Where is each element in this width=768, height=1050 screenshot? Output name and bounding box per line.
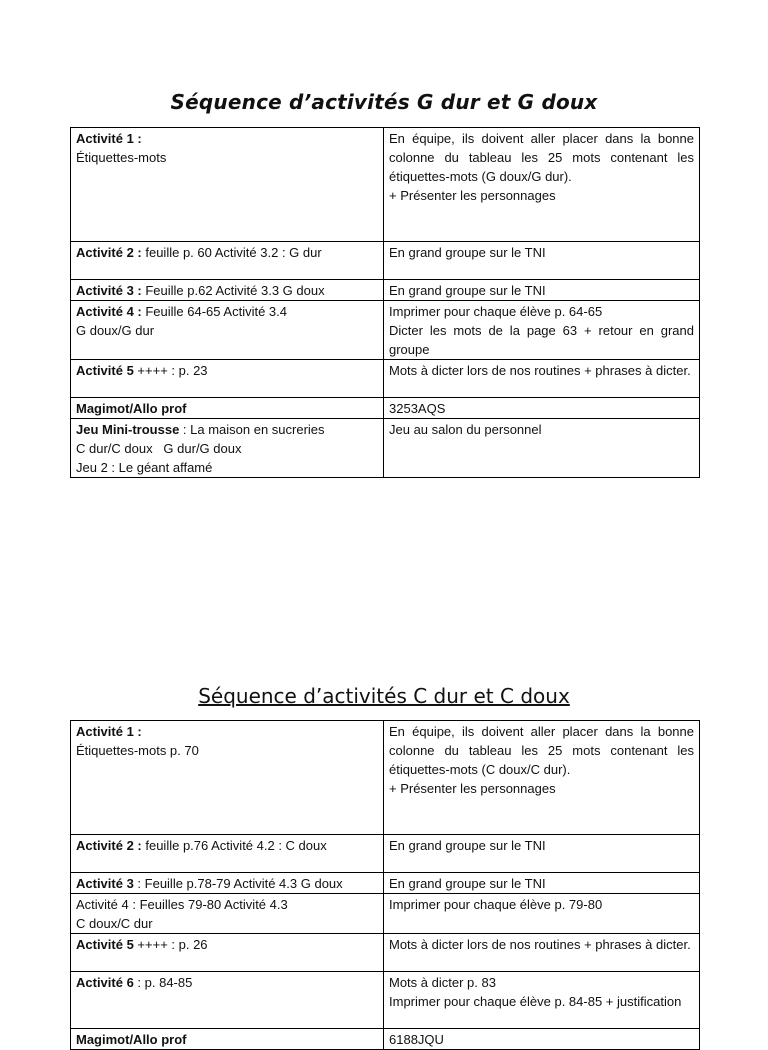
- activity-line: [76, 281, 378, 300]
- instruction-text: Jeu au salon du personnel: [389, 422, 542, 437]
- instruction-text: Mots à dicter p. 83: [389, 975, 496, 990]
- activity-line: [76, 973, 378, 992]
- instruction-cell: [384, 242, 700, 280]
- activity-line: [76, 935, 378, 954]
- table-row: [71, 128, 700, 242]
- activity-cell: [71, 128, 384, 242]
- activity-cell: [71, 398, 384, 419]
- instruction-cell: [384, 972, 700, 1029]
- activity-label: Jeu Mini-trousse: [76, 422, 180, 437]
- instruction-cell: [384, 1029, 700, 1050]
- instruction-text: En grand groupe sur le TNI: [389, 283, 546, 298]
- activity-line: [76, 1030, 378, 1049]
- instruction-cell: [384, 360, 700, 398]
- activity-line: [76, 302, 378, 321]
- instruction-text: Imprimer pour chaque élève p. 64-65: [389, 304, 603, 319]
- activity-line: [76, 914, 378, 933]
- table-row: [71, 360, 700, 398]
- instruction-cell: [384, 128, 700, 242]
- table-row: [71, 280, 700, 301]
- activity-table-c: [70, 720, 700, 1050]
- instruction-text: En grand groupe sur le TNI: [389, 838, 546, 853]
- section-title-c: Séquence d’activités C dur et C doux: [198, 684, 570, 708]
- activity-line: [76, 129, 378, 148]
- activity-label: Activité 1 :: [76, 131, 142, 146]
- table-row: [71, 419, 700, 478]
- activity-label: Activité 4 :: [76, 304, 142, 319]
- instruction-cell: [384, 280, 700, 301]
- instruction-text: Imprimer pour chaque élève p. 84-85 + justification: [389, 994, 682, 1009]
- instruction-text: Dicter les mots de la page 63 + retour en grand groupe: [389, 323, 694, 357]
- activity-text: Activité 4 : Feuilles 79-80 Activité 4.3: [76, 897, 288, 912]
- activity-label: Activité 2 :: [76, 838, 142, 853]
- table-row: [71, 242, 700, 280]
- instruction-text: En grand groupe sur le TNI: [389, 245, 546, 260]
- table-row: [71, 873, 700, 894]
- activity-line: [76, 439, 378, 458]
- activity-line: [76, 741, 378, 760]
- activity-text: Étiquettes-mots: [76, 150, 167, 165]
- activity-text: C dur/C doux G dur/G doux: [76, 441, 242, 456]
- activity-text: Étiquettes-mots p. 70: [76, 743, 199, 758]
- activity-cell: [71, 972, 384, 1029]
- activity-label: Activité 2 :: [76, 245, 142, 260]
- activity-line: [76, 836, 378, 855]
- table-row: [71, 301, 700, 360]
- instruction-cell: [384, 835, 700, 873]
- instruction-cell: [384, 894, 700, 934]
- activity-label: Activité 1 :: [76, 724, 142, 739]
- activity-text: ++++ : p. 23: [133, 363, 208, 378]
- instruction-text: + Présenter les personnages: [389, 188, 556, 203]
- activity-line: [76, 321, 378, 340]
- activity-line: [76, 458, 378, 477]
- section-title-g: Séquence d’activités G dur et G doux: [170, 90, 598, 114]
- instruction-cell: [384, 398, 700, 419]
- instruction-cell: [384, 934, 700, 972]
- instruction-cell: [384, 419, 700, 478]
- instruction-text: Mots à dicter lors de nos routines + phrases à dicter.: [389, 363, 691, 378]
- activity-line: [76, 361, 378, 380]
- activity-label: Activité 3 :: [76, 283, 142, 298]
- activity-label: Activité 5: [76, 363, 134, 378]
- table-row: [71, 1029, 700, 1050]
- activity-cell: [71, 1029, 384, 1050]
- instruction-cell: [384, 301, 700, 360]
- activity-line: [76, 148, 378, 167]
- instruction-text: En grand groupe sur le TNI: [389, 876, 546, 891]
- activity-cell: [71, 301, 384, 360]
- activity-table-g: [70, 127, 700, 478]
- activity-text: : La maison en sucreries: [179, 422, 325, 437]
- activity-text: Feuille p.62 Activité 3.3 G doux: [141, 283, 325, 298]
- instruction-text: Imprimer pour chaque élève p. 79-80: [389, 897, 603, 912]
- activity-text: : Feuille p.78-79 Activité 4.3 G doux: [133, 876, 343, 891]
- activity-cell: [71, 934, 384, 972]
- activity-line: [76, 895, 378, 914]
- instruction-text: 3253AQS: [389, 401, 446, 416]
- table-row: [71, 398, 700, 419]
- table-row: [71, 835, 700, 873]
- table-row: [71, 894, 700, 934]
- instruction-text: + Présenter les personnages: [389, 781, 556, 796]
- activity-cell: [71, 721, 384, 835]
- activity-text: G doux/G dur: [76, 323, 155, 338]
- activity-text: feuille p. 60 Activité 3.2 : G dur: [141, 245, 322, 260]
- activity-label: Magimot/Allo prof: [76, 1032, 187, 1047]
- instruction-text: 6188JQU: [389, 1032, 444, 1047]
- activity-line: [76, 722, 378, 741]
- activity-line: [76, 243, 378, 262]
- activity-text: Jeu 2 : Le géant affamé: [76, 460, 213, 475]
- activity-text: ++++ : p. 26: [133, 937, 208, 952]
- activity-cell: [71, 419, 384, 478]
- activity-line: [76, 399, 378, 418]
- activity-label: Activité 3: [76, 876, 134, 891]
- activity-label: Activité 5: [76, 937, 134, 952]
- instruction-cell: [384, 721, 700, 835]
- activity-text: feuille p.76 Activité 4.2 : C doux: [141, 838, 327, 853]
- activity-cell: [71, 873, 384, 894]
- activity-cell: [71, 280, 384, 301]
- activity-line: [76, 874, 378, 893]
- activity-cell: [71, 360, 384, 398]
- activity-line: [76, 420, 378, 439]
- activity-label: Activité 6: [76, 975, 134, 990]
- table-row: [71, 934, 700, 972]
- activity-text: C doux/C dur: [76, 916, 153, 931]
- instruction-cell: [384, 873, 700, 894]
- instruction-text: Mots à dicter lors de nos routines + phrases à dicter.: [389, 937, 691, 952]
- activity-text: : p. 84-85: [133, 975, 193, 990]
- instruction-text: En équipe, ils doivent aller placer dans la bonne colonne du tableau les 25 mots contenant les étiquettes-mots (G doux/G dur).: [389, 131, 694, 184]
- table-row: [71, 972, 700, 1029]
- activity-cell: [71, 894, 384, 934]
- activity-label: Magimot/Allo prof: [76, 401, 187, 416]
- instruction-text: En équipe, ils doivent aller placer dans la bonne colonne du tableau les 25 mots contenant les étiquettes-mots (C doux/C dur).: [389, 724, 694, 777]
- activity-cell: [71, 835, 384, 873]
- activity-text: Feuille 64-65 Activité 3.4: [141, 304, 287, 319]
- table-row: [71, 721, 700, 835]
- activity-cell: [71, 242, 384, 280]
